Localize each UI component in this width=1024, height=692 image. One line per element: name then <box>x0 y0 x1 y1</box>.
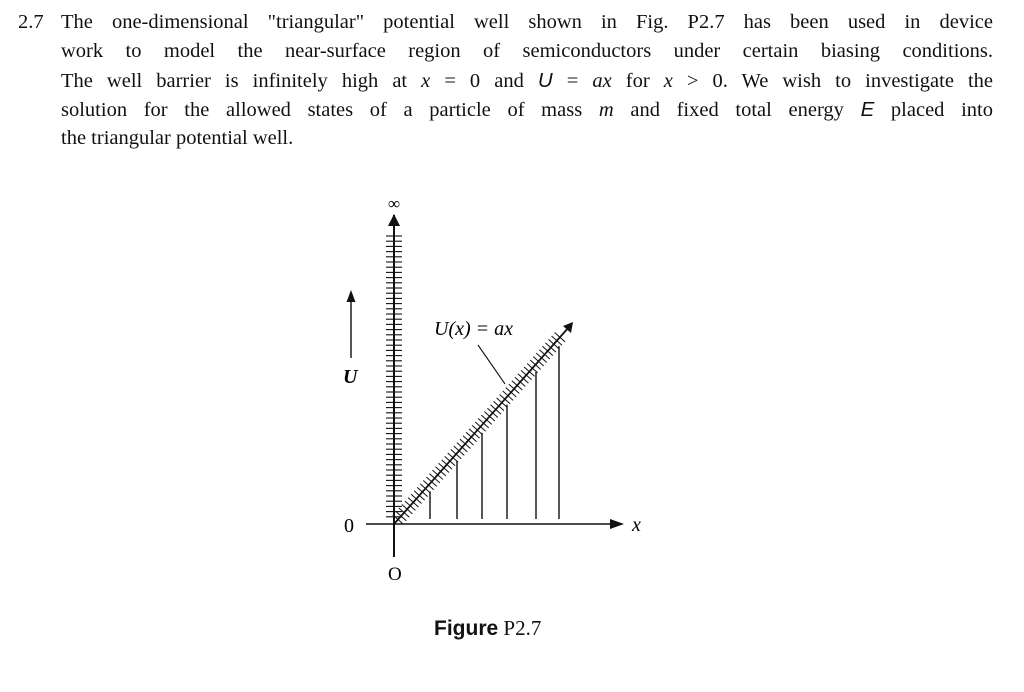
problem-line-1: The one-dimensional "triangular" potential well shown in Fig. P2.7 has been used in device <box>61 11 993 33</box>
u-axis-label: U <box>343 366 358 388</box>
wall-arrowhead <box>388 214 400 226</box>
math-var-ax: ax <box>592 70 612 92</box>
text-span: > 0. We wish to investigate the <box>672 70 994 92</box>
u-arrowhead <box>347 290 356 302</box>
figure-caption <box>434 616 541 641</box>
math-var-m: m <box>598 99 614 121</box>
problem-number: 2.7 <box>18 11 44 33</box>
math-var-U: U <box>537 69 553 92</box>
text-span: The well barrier is infinitely high at <box>61 70 422 92</box>
text-span: placed into <box>874 99 993 121</box>
text-span: = 0 and <box>430 70 538 92</box>
origin-label: O <box>388 564 402 585</box>
caption-figure-word: Figure <box>434 617 499 640</box>
math-var-x: x <box>421 70 431 92</box>
problem-line-5: the triangular potential well. <box>61 127 294 149</box>
potential-label: U(x) = ax <box>434 318 514 340</box>
problem-line-2: work to model the near-surface region of semiconductors under certain biasing conditions. <box>61 40 993 62</box>
caption-number: P2.7 <box>498 616 542 640</box>
math-var-x: x <box>663 70 673 92</box>
wall-hatching <box>386 236 402 517</box>
x-axis-label: x <box>632 514 641 536</box>
x-axis-arrowhead <box>610 519 624 529</box>
text-span: for <box>611 70 664 92</box>
text-span: and fixed total energy <box>613 99 861 121</box>
energy-vertical-lines <box>430 346 559 519</box>
infinity-label: ∞ <box>388 194 401 213</box>
zero-label: 0 <box>344 515 354 537</box>
math-var-E: E <box>860 98 875 121</box>
label-leader-line <box>478 345 505 384</box>
text-span: solution for the allowed states of a particle of mass <box>61 99 599 121</box>
text-span: = <box>552 70 593 92</box>
